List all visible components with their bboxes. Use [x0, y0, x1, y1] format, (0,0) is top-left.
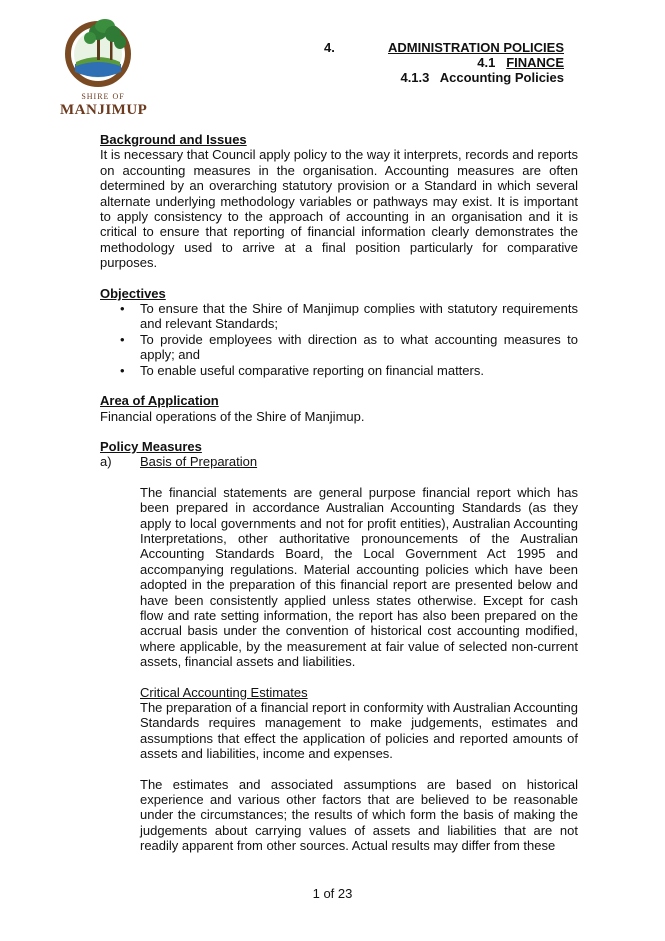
area-text: Financial operations of the Shire of Manjimup. — [100, 408, 365, 424]
bullet-icon: • — [120, 362, 125, 378]
policy-number: 4.1.3 — [400, 70, 430, 85]
bullet-icon: • — [120, 331, 125, 347]
bullet-icon: • — [120, 301, 125, 317]
shire-logo — [60, 16, 146, 120]
section-heading — [324, 40, 564, 55]
subsection-number: 4.1 — [477, 55, 496, 70]
basis-text: The financial statements are general purpose financial report which has been prepared in accordance Australian Accounting Standards (as they apply to local governments and not for profit entities), Australian Accounting Interpretations, other authoritative pronouncements of the Australian Accounting Standards Board, the Local Government Act 1995 and accompanying regulations. Material accounting policies which have been adopted in the preparation of this financial report are presented below and have been consistently applied unless states otherwise. Except for cash flow and rate setting information, the report has also been prepared on the accrual basis under the convention of historical cost accounting modified, where applicable, by the measurement at fair value of selected non-current assets, financial assets and liabilities. — [140, 484, 578, 670]
basis-title: Basis of Preparation — [140, 454, 258, 470]
logo-text-shire-of: SHIRE OF — [81, 92, 125, 101]
subsection-heading — [477, 55, 564, 70]
critical-estimates-text-2: The estimates and associated assumptions are based on historical experience and various other factors that are believed to be reasonable under the circumstances; the results of which form the basis of making the judgements about carrying values of assets and liabilities that are not readily apparent from other sources. Actual results may differ from these — [140, 776, 578, 854]
logo-text-manjimup: MANJIMUP — [60, 102, 148, 118]
critical-estimates-title: Critical Accounting Estimates — [140, 684, 308, 700]
policy-title: Accounting Policies — [439, 70, 564, 85]
background-text: It is necessary that Council apply policy to the way it interprets, records and reports on accounting measures in the organisation. Accounting measures are often determined by an overarching statutory provision or a Standard in which several alternate underlying methodology variables or pathways may exist. It is important to apply consistency to the approach of accounting in an organisation and it is critical to ensure that reporting of financial information clearly demonstrates the methodology used to arrive at a final position particularly for comparative purposes. — [100, 147, 578, 271]
policy-item-a — [100, 454, 578, 469]
subsection-title: FINANCE — [506, 55, 564, 70]
shire-emblem-icon — [60, 16, 146, 92]
objectives-list — [100, 301, 578, 378]
policy-measures-title: Policy Measures — [100, 438, 202, 454]
section-title: ADMINISTRATION POLICIES — [388, 40, 564, 55]
page-number: 1 of 23 — [312, 886, 353, 901]
list-item: • To provide employees with direction as to what accounting measures to apply; and — [120, 331, 578, 363]
list-item: • To enable useful comparative reporting on financial matters. — [120, 362, 484, 378]
policy-body — [100, 132, 578, 854]
list-item: • To ensure that the Shire of Manjimup complies with statutory requirements and relevant Standards; — [120, 301, 578, 332]
section-number: 4. — [324, 40, 335, 55]
area-title: Area of Application — [100, 393, 219, 409]
policy-heading — [400, 70, 564, 85]
background-title: Background and Issues — [100, 132, 247, 147]
critical-estimates-text-1: The preparation of a financial report in conformity with Australian Accounting Standards requires management to make judgements, estimates and assumptions that effect the application of policies and reported amounts of assets and liabilities, income and expenses. — [140, 700, 578, 762]
basis-section — [140, 485, 578, 854]
item-label: a) — [100, 454, 112, 470]
objectives-title: Objectives — [100, 285, 166, 301]
